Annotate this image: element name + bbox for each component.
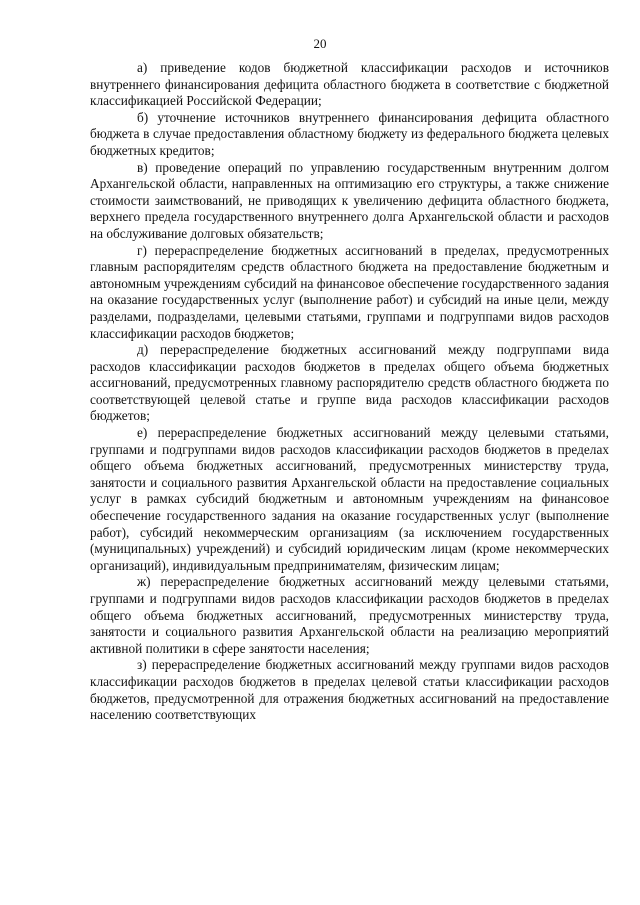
paragraph-d: д) перераспределение бюджетных ассигнований между подгруппами вида расходов классификации расходов бюджетов в пределах общего объема бюджетных ассигнований, предусмотренных главному распорядителю средств областного бюджета по соответствующей целевой статье и группе вида расходов классификации расходов бюджетов; [90,342,609,424]
paragraph-z: з) перераспределение бюджетных ассигнований между группами видов расходов классификации расходов бюджетов в пределах целевой статьи классификации расходов бюджетов, предусмотренной для отражения бюджетных ассигнований на предоставление населению соответствующих [90,657,609,723]
paragraph-a: а) приведение кодов бюджетной классификации расходов и источников внутреннего финансирования дефицита областного бюджета в соответствие с бюджетной классификацией Российской Федерации; [90,60,609,109]
page-number: 20 [313,36,327,51]
paragraph-g: г) перераспределение бюджетных ассигнований в пределах, предусмотренных главным распорядителям средств областного бюджета на предоставление бюджетным и автономным учреждениям субсидий на финансовое обеспечение государственного задания на оказание государственных услуг (выполнение работ) и субсидий на иные цели, между разделами, подразделами, целевыми статьями, группами и подгруппами видов расходов классификации расходов бюджетов; [90,242,609,341]
paragraph-v: в) проведение операций по управлению государственным внутренним долгом Архангельской области, направленных на оптимизацию его структуры, а также снижение стоимости заимствований, не приводящих к увеличению дефицита областного бюджета, верхнего предела государственного внутреннего долга Архангельской области и расходов на обслуживание долговых обязательств; [90,159,609,241]
paragraph-b: б) уточнение источников внутреннего финансирования дефицита областного бюджета в случае предоставления областному бюджету из федерального бюджета целевых бюджетных кредитов; [90,109,609,158]
paragraph-zh: ж) перераспределение бюджетных ассигнований между целевыми статьями, группами и подгруппами видов расходов классификации расходов бюджетов в пределах общего объема бюджетных ассигнований, предусмотренных министерству труда, занятости и социального развития Архангельской области на реализацию мероприятий активной политики в сфере занятости населения; [90,574,609,656]
paragraph-e: е) перераспределение бюджетных ассигнований между целевыми статьями, группами и подгруппами видов расходов классификации расходов бюджетов в пределах общего объема бюджетных ассигнований, предусмотренных министерству труда, занятости и социального развития Архангельской области на предоставление социальных услуг в рамках субсидий бюджетным и автономным учреждениям на финансовое обеспечение государственного задания на оказание государственных услуг (выполнение работ), субсидий некоммерческим организациям (за исключением государственных (муниципальных) учреждений) и субсидий юридическим лицам (кроме некоммерческих организаций), индивидуальным предпринимателям, физическим лицам; [90,425,609,573]
document-body [90,60,609,724]
